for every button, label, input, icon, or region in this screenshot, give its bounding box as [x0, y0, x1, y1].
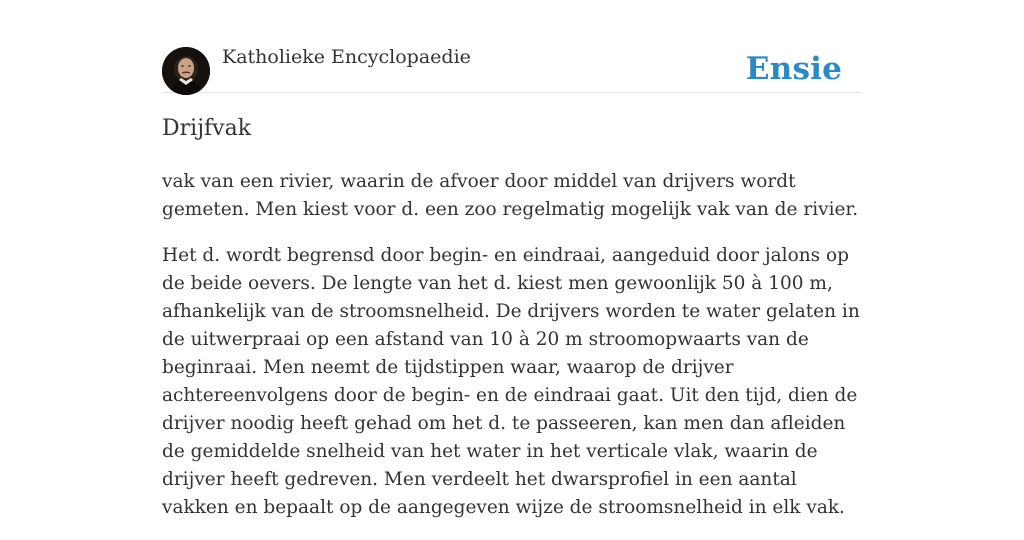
page-container: [162, 0, 862, 518]
article-paragraph: vak van een rivier, waarin de afvoer door middel van drijvers wordt gemeten. Men kiest voor d. een zoo regelmatig mogelijk vak van de rivier.: [162, 171, 859, 220]
article-body: [162, 168, 862, 540]
page-title: Drijfvak: [162, 116, 252, 141]
portrait-avatar[interactable]: [162, 47, 210, 95]
article-paragraph: Het d. wordt begrensd door begin- en eindraai, aangeduid door jalons op de beide oevers. De lengte van het d. kiest men gewoonlijk 50 à 100 m, afhankelijk van de stroomsnelheid. De drijvers worden te water gelaten in de uitwerpraai op een afstand van 10 à 20 m stroomopwaarts van de beginraai. Men neemt de tijdstippen waar, waarop de drijver achtereenvolgens door de begin- en de eindraai gaat. Uit den tijd, dien de drijver noodig heeft gehad om het d. te passeeren, kan men dan afleiden de gemiddelde snelheid van het water in het verticale vlak, waarin de drijver heeft gedreven. Men verdeelt het dwarsprofiel in een aantal vakken en bepaalt op de aangegeven wijze de stroomsnelheid in elk vak.: [162, 245, 860, 518]
source-title[interactable]: Katholieke Encyclopaedie: [222, 46, 471, 68]
portrait-icon: [162, 47, 210, 95]
brand-logo[interactable]: Ensie: [745, 51, 842, 87]
header: [162, 0, 862, 93]
